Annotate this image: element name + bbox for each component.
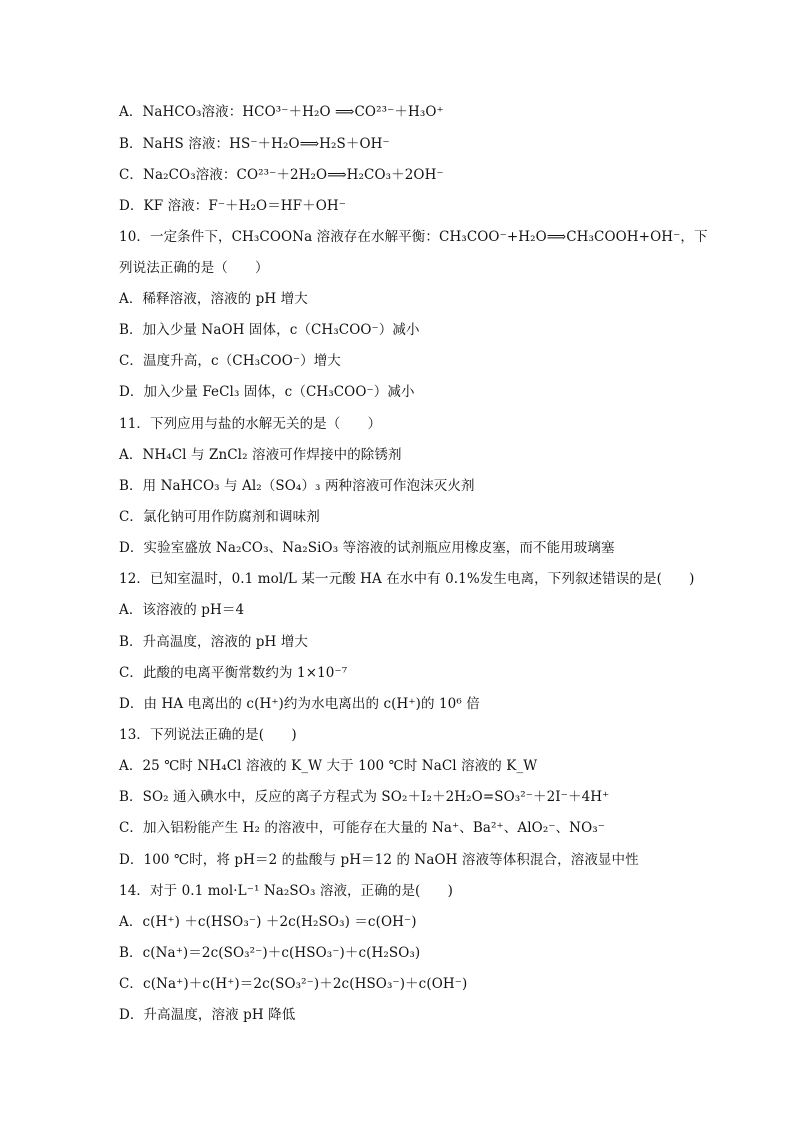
question-12-stem: 12．已知室温时，0.1 mol/L 某一元酸 HA 在水中有 0.1%发生电离，下列叙述错误的是( ) xyxy=(119,571,695,587)
question-11-stem: 11．下列应用与盐的水解无关的是（ ） xyxy=(119,416,382,432)
q14-option-d: D．升高温度，溶液 pH 降低 xyxy=(119,1007,296,1023)
option-c-na2co3: C．Na₂CO₃溶液：CO²³⁻＋2H₂O⟹H₂CO₃＋2OH⁻ xyxy=(119,167,444,183)
q10-option-d: D．加入少量 FeCl₃ 固体，c（CH₃COO⁻）减小 xyxy=(119,384,415,400)
option-b-nahs: B．NaHS 溶液：HS⁻＋H₂O⟹H₂S＋OH⁻ xyxy=(119,136,390,152)
question-10-stem-cont: 列说法正确的是（ ） xyxy=(119,260,269,276)
question-10-stem: 10．一定条件下，CH₃COONa 溶液存在水解平衡：CH₃COO⁻+H₂O⟹CH₃COOH+OH⁻，下 xyxy=(119,229,708,245)
q13-option-b: B．SO₂ 通入碘水中，反应的离子方程式为 SO₂＋I₂＋2H₂O=SO₃²⁻＋2I⁻＋4H⁺ xyxy=(119,789,610,805)
q11-option-b: B．用 NaHCO₃ 与 Al₂（SO₄）₃ 两种溶液可作泡沫灭火剂 xyxy=(119,478,475,494)
q11-option-a: A．NH₄Cl 与 ZnCl₂ 溶液可作焊接中的除锈剂 xyxy=(119,447,402,463)
q14-option-c: C．c(Na⁺)＋c(H⁺)＝2c(SO₃²⁻)＋2c(HSO₃⁻)＋c(OH⁻) xyxy=(119,976,468,992)
q12-option-c: C．此酸的电离平衡常数约为 1×10⁻⁷ xyxy=(119,665,348,681)
q14-option-a: A．c(H⁺) ＋c(HSO₃⁻) ＋2c(H₂SO₃) ＝c(OH⁻) xyxy=(119,914,417,930)
q12-option-d: D．由 HA 电离出的 c(H⁺)约为水电离出的 c(H⁺)的 10⁶ 倍 xyxy=(119,696,480,712)
q13-option-c: C．加入铝粉能产生 H₂ 的溶液中，可能存在大量的 Na⁺、Ba²⁺、AlO₂⁻、NO₃⁻ xyxy=(119,820,605,836)
q11-option-d: D．实验室盛放 Na₂CO₃、Na₂SiO₃ 等溶液的试剂瓶应用橡皮塞，而不能用玻璃塞 xyxy=(119,540,615,556)
q10-option-c: C．温度升高，c（CH₃COO⁻）增大 xyxy=(119,353,341,369)
question-13-stem: 13．下列说法正确的是( ) xyxy=(119,727,297,743)
option-a-nahco3: A．NaHCO₃溶液：HCO³⁻＋H₂O ⟹CO²³⁻＋H₃O⁺ xyxy=(119,104,444,120)
q14-option-b: B．c(Na⁺)＝2c(SO₃²⁻)＋c(HSO₃⁻)＋c(H₂SO₃) xyxy=(119,945,421,961)
q11-option-c: C．氯化钠可用作防腐剂和调味剂 xyxy=(119,509,320,525)
q13-option-d: D．100 ℃时，将 pH＝2 的盐酸与 pH＝12 的 NaOH 溶液等体积混合，溶液显中性 xyxy=(119,852,639,868)
option-d-kf: D．KF 溶液：F⁻＋H₂O＝HF＋OH⁻ xyxy=(119,198,347,214)
question-14-stem: 14．对于 0.1 mol·L⁻¹ Na₂SO₃ 溶液，正确的是( ) xyxy=(119,883,453,899)
q12-option-b: B．升高温度，溶液的 pH 增大 xyxy=(119,634,309,650)
q10-option-b: B．加入少量 NaOH 固体，c（CH₃COO⁻）减小 xyxy=(119,322,420,338)
q12-option-a: A．该溶液的 pH＝4 xyxy=(119,602,245,618)
q10-option-a: A．稀释溶液，溶液的 pH 增大 xyxy=(119,291,308,307)
q13-option-a: A．25 ℃时 NH₄Cl 溶液的 K_W 大于 100 ℃时 NaCl 溶液的 K_W xyxy=(119,758,538,774)
